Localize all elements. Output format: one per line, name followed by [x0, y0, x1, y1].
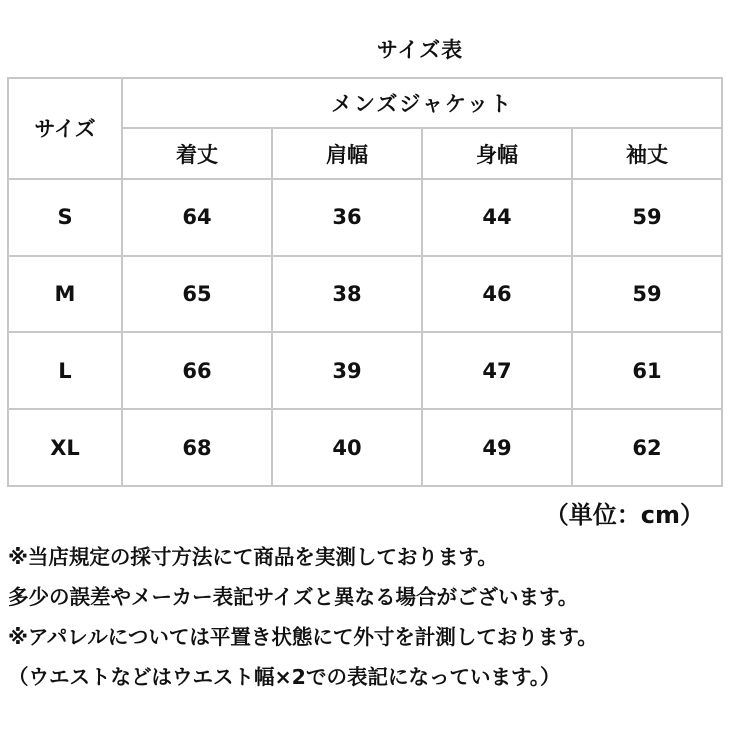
size-label: M: [8, 256, 122, 333]
column-header-shoulder: 肩幅: [272, 128, 422, 178]
table-row: [8, 179, 722, 256]
size-label: L: [8, 332, 122, 409]
table-cell: 38: [272, 256, 422, 333]
size-label: XL: [8, 409, 122, 486]
size-header-cell: サイズ: [8, 78, 122, 179]
table-cell: 47: [422, 332, 572, 409]
product-name-cell: メンズジャケット: [122, 78, 722, 128]
size-label: S: [8, 179, 122, 256]
column-header-length: 着丈: [122, 128, 272, 178]
note-line: ※当店規定の採寸方法にて商品を実測しております。: [8, 545, 498, 569]
table-cell: 68: [122, 409, 272, 486]
table-cell: 40: [272, 409, 422, 486]
table-cell: 64: [122, 179, 272, 256]
table-cell: 62: [572, 409, 722, 486]
size-chart-title: サイズ表: [376, 38, 464, 62]
unit-label: （単位：cm）: [544, 501, 704, 529]
note-line: ※アパレルについては平置き状態にて外寸を計測しております。: [8, 625, 598, 649]
table-cell: 61: [572, 332, 722, 409]
table-cell: 49: [422, 409, 572, 486]
table-row: [8, 256, 722, 333]
header-row-product: [8, 78, 722, 128]
note-line: 多少の誤差やメーカー表記サイズと異なる場合がございます。: [8, 585, 579, 609]
table-cell: 65: [122, 256, 272, 333]
table-cell: 44: [422, 179, 572, 256]
table-cell: 46: [422, 256, 572, 333]
column-header-chest: 身幅: [422, 128, 572, 178]
table-row: [8, 409, 722, 486]
notes-section: [8, 537, 738, 697]
table-cell: 59: [572, 256, 722, 333]
table-cell: 66: [122, 332, 272, 409]
table-cell: 39: [272, 332, 422, 409]
size-table: [7, 77, 723, 487]
table-cell: 59: [572, 179, 722, 256]
table-cell: 36: [272, 179, 422, 256]
table-row: [8, 332, 722, 409]
note-line: （ウエストなどはウエスト幅×2での表記になっています。）: [8, 665, 561, 689]
column-header-sleeve: 袖丈: [572, 128, 722, 178]
